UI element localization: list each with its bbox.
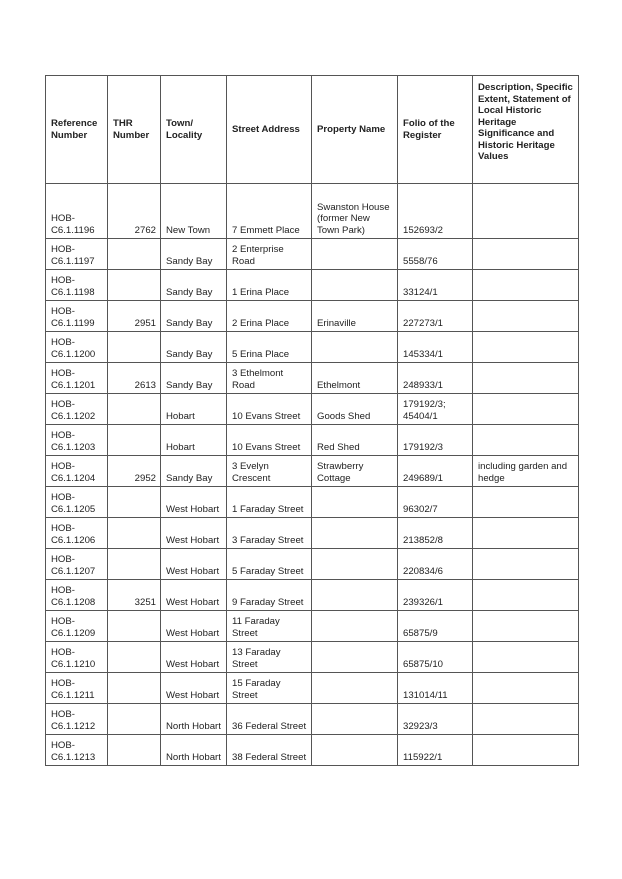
thr-cell: 2952 [108, 456, 161, 487]
reference-cell: HOB-C6.1.1203 [46, 425, 108, 456]
property-cell [312, 270, 398, 301]
town-cell: North Hobart [161, 735, 227, 766]
property-cell: Red Shed [312, 425, 398, 456]
thr-cell [108, 642, 161, 673]
property-cell [312, 704, 398, 735]
description-cell [473, 425, 579, 456]
reference-cell: HOB-C6.1.1197 [46, 239, 108, 270]
description-cell [473, 642, 579, 673]
description-cell [473, 270, 579, 301]
town-cell: West Hobart [161, 487, 227, 518]
town-cell: New Town [161, 184, 227, 239]
folio-cell: 5558/76 [398, 239, 473, 270]
folio-cell: 179192/3 [398, 425, 473, 456]
folio-cell: 96302/7 [398, 487, 473, 518]
folio-cell: 239326/1 [398, 580, 473, 611]
thr-cell [108, 673, 161, 704]
description-cell: including garden and hedge [473, 456, 579, 487]
table-body [46, 184, 579, 766]
street-cell: 9 Faraday Street [227, 580, 312, 611]
street-cell: 10 Evans Street [227, 394, 312, 425]
property-cell [312, 642, 398, 673]
town-cell: West Hobart [161, 580, 227, 611]
folio-cell: 220834/6 [398, 549, 473, 580]
town-cell: Sandy Bay [161, 270, 227, 301]
street-cell: 2 Erina Place [227, 301, 312, 332]
thr-cell: 2613 [108, 363, 161, 394]
thr-cell [108, 611, 161, 642]
reference-cell: HOB-C6.1.1212 [46, 704, 108, 735]
town-cell: Hobart [161, 394, 227, 425]
street-cell: 10 Evans Street [227, 425, 312, 456]
reference-cell: HOB-C6.1.1207 [46, 549, 108, 580]
town-cell: North Hobart [161, 704, 227, 735]
town-cell: Sandy Bay [161, 363, 227, 394]
table-row [46, 580, 579, 611]
reference-cell: HOB-C6.1.1208 [46, 580, 108, 611]
town-cell: West Hobart [161, 611, 227, 642]
description-cell [473, 735, 579, 766]
town-cell: Sandy Bay [161, 456, 227, 487]
thr-cell [108, 332, 161, 363]
folio-cell: 179192/3; 45404/1 [398, 394, 473, 425]
reference-cell: HOB-C6.1.1210 [46, 642, 108, 673]
table-row [46, 518, 579, 549]
description-cell [473, 580, 579, 611]
folio-cell: 33124/1 [398, 270, 473, 301]
thr-cell [108, 735, 161, 766]
reference-cell: HOB-C6.1.1200 [46, 332, 108, 363]
description-cell [473, 332, 579, 363]
description-cell [473, 301, 579, 332]
property-cell: Swanston House (former New Town Park) [312, 184, 398, 239]
description-cell [473, 611, 579, 642]
folio-cell: 213852/8 [398, 518, 473, 549]
property-cell: Strawberry Cottage [312, 456, 398, 487]
table-row [46, 456, 579, 487]
folio-cell: 248933/1 [398, 363, 473, 394]
town-cell: Sandy Bay [161, 332, 227, 363]
description-cell [473, 487, 579, 518]
thr-cell [108, 704, 161, 735]
thr-cell [108, 518, 161, 549]
property-cell: Erinaville [312, 301, 398, 332]
description-cell [473, 518, 579, 549]
property-cell: Goods Shed [312, 394, 398, 425]
town-cell: West Hobart [161, 642, 227, 673]
thr-cell: 2762 [108, 184, 161, 239]
reference-cell: HOB-C6.1.1199 [46, 301, 108, 332]
street-cell: 1 Erina Place [227, 270, 312, 301]
description-cell [473, 363, 579, 394]
description-cell [473, 184, 579, 239]
street-cell: 3 Ethelmont Road [227, 363, 312, 394]
table-row [46, 394, 579, 425]
street-cell: 5 Faraday Street [227, 549, 312, 580]
property-cell [312, 611, 398, 642]
town-cell: Sandy Bay [161, 239, 227, 270]
street-cell: 7 Emmett Place [227, 184, 312, 239]
table-row [46, 735, 579, 766]
town-cell: West Hobart [161, 549, 227, 580]
reference-cell: HOB-C6.1.1202 [46, 394, 108, 425]
reference-cell: HOB-C6.1.1205 [46, 487, 108, 518]
description-cell [473, 673, 579, 704]
thr-cell [108, 394, 161, 425]
description-cell [473, 394, 579, 425]
town-cell: West Hobart [161, 518, 227, 549]
header-thr-number: THR Number [108, 76, 161, 184]
street-cell: 15 Faraday Street [227, 673, 312, 704]
street-cell: 36 Federal Street [227, 704, 312, 735]
street-cell: 5 Erina Place [227, 332, 312, 363]
table-row [46, 301, 579, 332]
town-cell: West Hobart [161, 673, 227, 704]
reference-cell: HOB-C6.1.1211 [46, 673, 108, 704]
street-cell: 38 Federal Street [227, 735, 312, 766]
description-cell [473, 704, 579, 735]
thr-cell: 3251 [108, 580, 161, 611]
property-cell [312, 549, 398, 580]
reference-cell: HOB-C6.1.1204 [46, 456, 108, 487]
table-row [46, 611, 579, 642]
folio-cell: 32923/3 [398, 704, 473, 735]
table-row [46, 642, 579, 673]
property-cell [312, 332, 398, 363]
heritage-register-table [45, 75, 579, 766]
header-reference-number: Reference Number [46, 76, 108, 184]
property-cell: Ethelmont [312, 363, 398, 394]
folio-cell: 65875/10 [398, 642, 473, 673]
town-cell: Hobart [161, 425, 227, 456]
reference-cell: HOB-C6.1.1209 [46, 611, 108, 642]
street-cell: 3 Faraday Street [227, 518, 312, 549]
header-property-name: Property Name [312, 76, 398, 184]
table-row [46, 239, 579, 270]
street-cell: 2 Enterprise Road [227, 239, 312, 270]
header-town-locality: Town/ Locality [161, 76, 227, 184]
table-row [46, 363, 579, 394]
table-row [46, 425, 579, 456]
folio-cell: 65875/9 [398, 611, 473, 642]
thr-cell: 2951 [108, 301, 161, 332]
table-row [46, 673, 579, 704]
property-cell [312, 735, 398, 766]
thr-cell [108, 270, 161, 301]
header-row [46, 76, 579, 184]
reference-cell: HOB-C6.1.1213 [46, 735, 108, 766]
folio-cell: 145334/1 [398, 332, 473, 363]
street-cell: 1 Faraday Street [227, 487, 312, 518]
table-row [46, 270, 579, 301]
description-cell [473, 549, 579, 580]
property-cell [312, 518, 398, 549]
folio-cell: 115922/1 [398, 735, 473, 766]
table-row [46, 332, 579, 363]
street-cell: 13 Faraday Street [227, 642, 312, 673]
property-cell [312, 239, 398, 270]
table-row [46, 487, 579, 518]
description-cell [473, 239, 579, 270]
thr-cell [108, 487, 161, 518]
table-row [46, 704, 579, 735]
reference-cell: HOB-C6.1.1206 [46, 518, 108, 549]
reference-cell: HOB-C6.1.1198 [46, 270, 108, 301]
thr-cell [108, 549, 161, 580]
folio-cell: 249689/1 [398, 456, 473, 487]
town-cell: Sandy Bay [161, 301, 227, 332]
table-row [46, 549, 579, 580]
property-cell [312, 487, 398, 518]
reference-cell: HOB-C6.1.1196 [46, 184, 108, 239]
street-cell: 11 Faraday Street [227, 611, 312, 642]
thr-cell [108, 425, 161, 456]
reference-cell: HOB-C6.1.1201 [46, 363, 108, 394]
folio-cell: 152693/2 [398, 184, 473, 239]
table-row [46, 184, 579, 239]
property-cell [312, 580, 398, 611]
header-street-address: Street Address [227, 76, 312, 184]
street-cell: 3 Evelyn Crescent [227, 456, 312, 487]
folio-cell: 131014/11 [398, 673, 473, 704]
header-description: Description, Specific Extent, Statement of Local Historic Heritage Significance and Historic Heritage Values [473, 76, 579, 184]
property-cell [312, 673, 398, 704]
folio-cell: 227273/1 [398, 301, 473, 332]
header-folio: Folio of the Register [398, 76, 473, 184]
thr-cell [108, 239, 161, 270]
